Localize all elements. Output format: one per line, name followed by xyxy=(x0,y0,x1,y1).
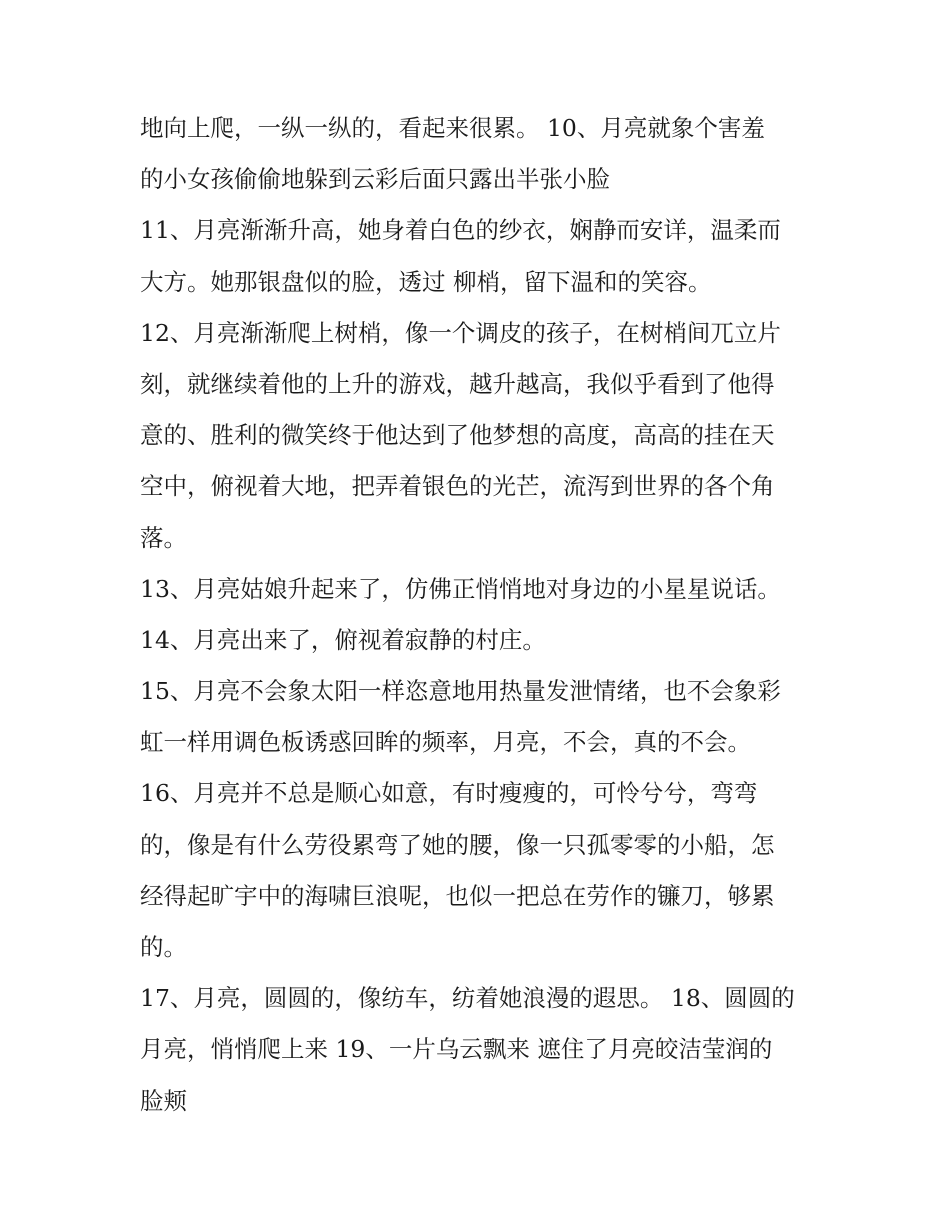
text-line: 的，像是有什么劳役累弯了她的腰，像一只孤零零的小船，怎 xyxy=(140,830,775,859)
text-line: 15、月亮不会象太阳一样恣意地用热量发泄情绪，也不会象彩 xyxy=(140,677,781,706)
text-line: 空中，俯视着大地，把弄着银色的光芒，流泻到世界的各个角 xyxy=(140,472,775,501)
text-line: 刻，就继续着他的上升的游戏，越升越高，我似乎看到了他得 xyxy=(140,369,775,398)
text-line: 脸颊 xyxy=(140,1086,187,1115)
text-line: 16、月亮并不总是顺心如意，有时瘦瘦的，可怜兮兮，弯弯 xyxy=(140,779,758,808)
document-body xyxy=(140,103,815,1127)
text-line: 地向上爬，一纵一纵的，看起来很累。 10、月亮就象个害羞 xyxy=(140,114,765,142)
text-line: 意的、胜利的微笑终于他达到了他梦想的高度，高高的挂在天 xyxy=(140,421,775,450)
text-line: 14、月亮出来了，俯视着寂静的村庄。 xyxy=(140,625,546,654)
text-line: 虹一样用调色板诱惑回眸的频率，月亮，不会，真的不会。 xyxy=(140,728,751,757)
text-line: 11、月亮渐渐升高，她身着白色的纱衣，娴静而安详，温柔而 xyxy=(140,216,781,245)
text-line: 13、月亮姑娘升起来了，仿佛正悄悄地对身边的小星星说话。 xyxy=(140,574,781,603)
text-line: 12、月亮渐渐爬上树梢，像一个调皮的孩子，在树梢间兀立片 xyxy=(140,318,781,347)
text-line: 17、月亮，圆圆的，像纺车，纺着她浪漫的遐思。 18、圆圆的 xyxy=(140,984,795,1013)
text-line: 大方。她那银盘似的脸，透过 柳梢，留下温和的笑容。 xyxy=(140,267,712,296)
text-line: 的。 xyxy=(140,933,187,961)
text-line: 落。 xyxy=(140,523,187,552)
text-line: 的小女孩偷偷地躲到云彩后面只露出半张小脸 xyxy=(140,165,610,194)
text-line: 经得起旷宇中的海啸巨浪呢，也似一把总在劳作的镰刀，够累 xyxy=(140,881,775,910)
text-line: 月亮，悄悄爬上来 19、一片乌云飘来 遮住了月亮皎洁莹润的 xyxy=(140,1035,773,1064)
